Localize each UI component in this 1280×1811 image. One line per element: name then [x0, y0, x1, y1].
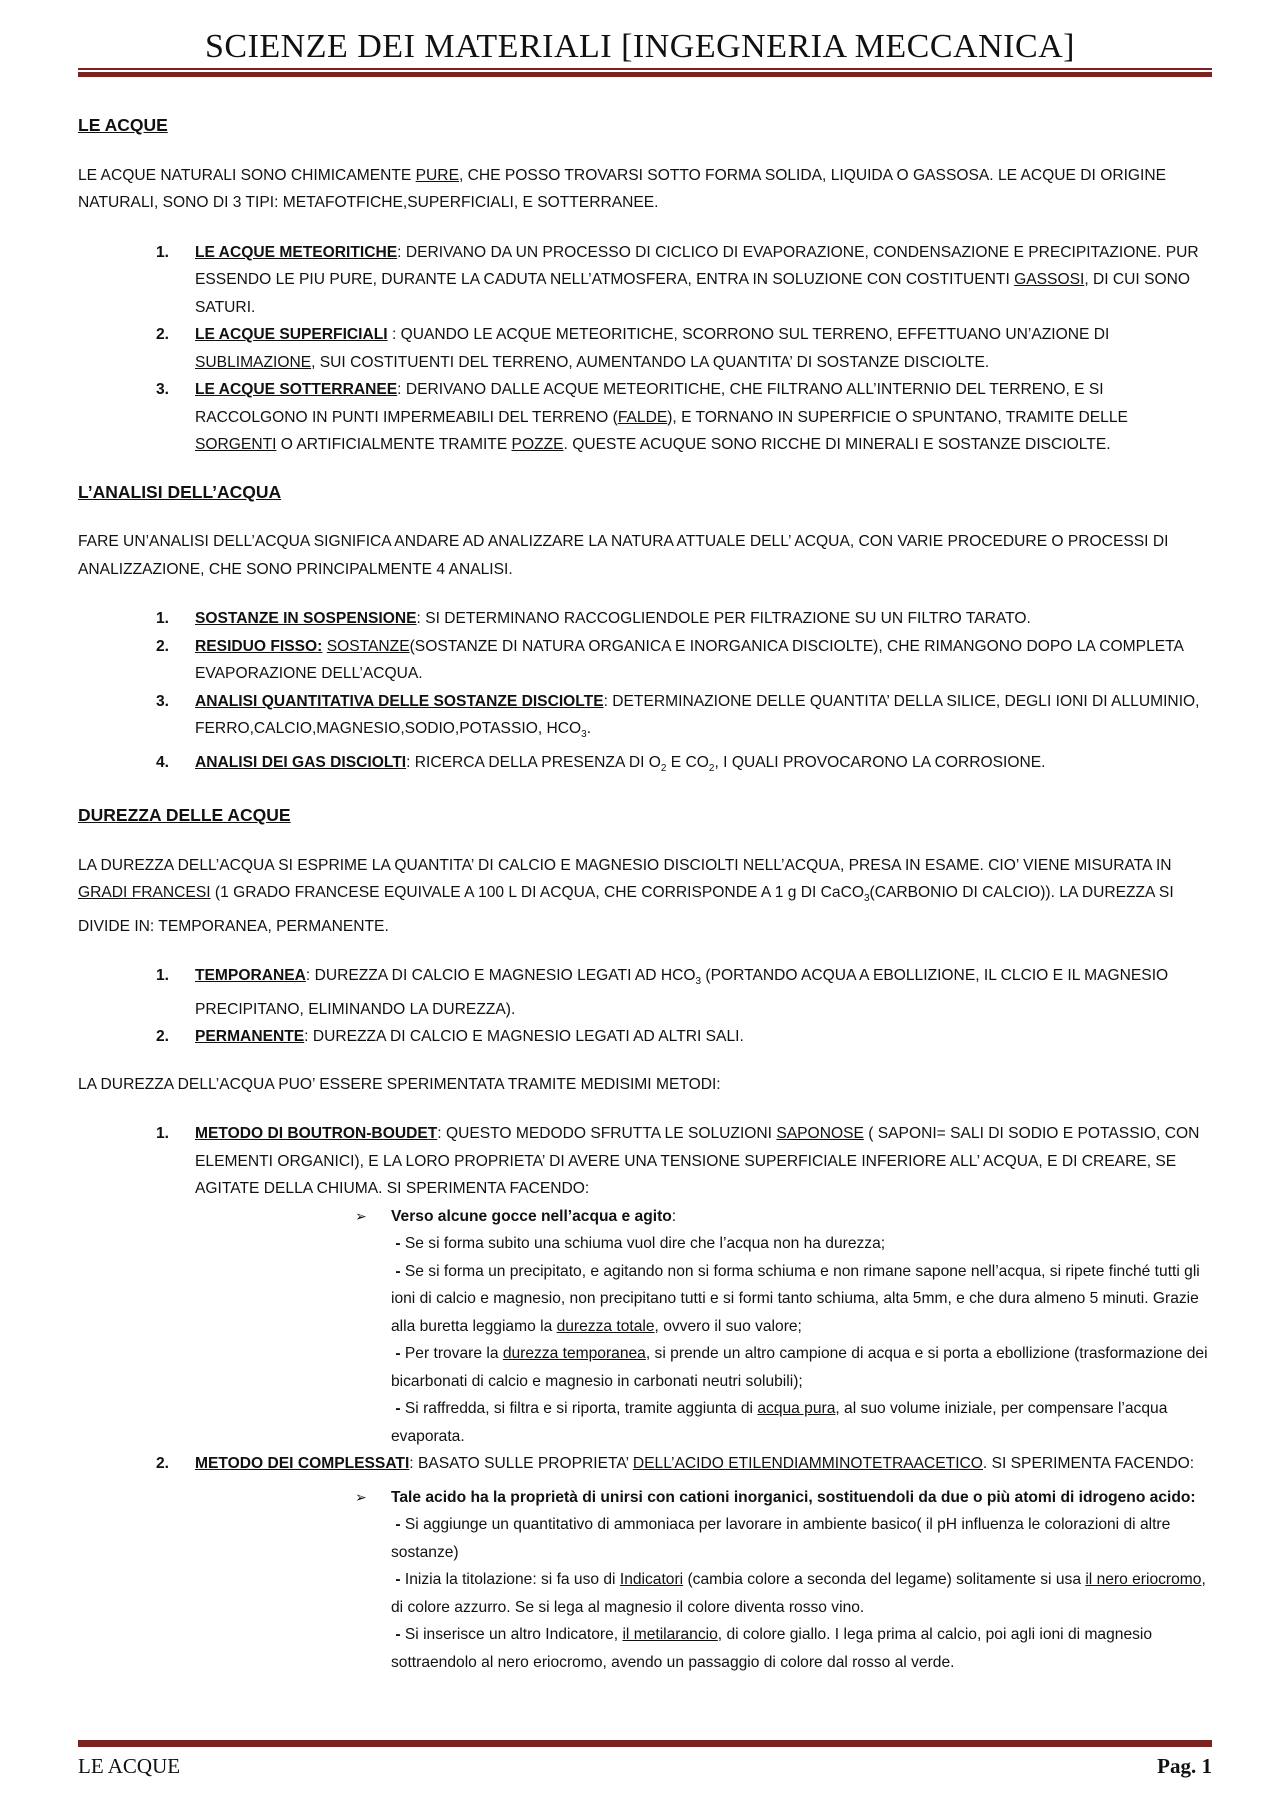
footer-section-name: LE ACQUE: [78, 1754, 181, 1778]
section-title-durezza: DUREZZA DELLE ACQUE: [78, 805, 291, 826]
section-title-analisi: L’ANALISI DELL’ACQUA: [78, 481, 282, 502]
list-item: 2. RESIDUO FISSO: SOSTANZE(SOSTANZE DI NATURA ORGANICA E INORGANICA DISCIOLTE), CHE RIMANGONO DOPO LA COMPLETA EVAPORAZIONE DELL’ACQUA.: [156, 637, 1184, 682]
list-item-metodo-1: 1. METODO DI BOUTRON-BOUDET: QUESTO MEDODO SFRUTTA LE SOLUZIONI SAPONOSE ( SAPONI= SALI DI SODIO E POTASSIO, CON ELEMENTI ORGANICI), E LA LORO PROPRIETA’ DI AVERE UNA TENSIONE SUPERFICIALE INFERIORE ALL’ ACQUA, E DI CREARE, SE AGITATE DELLA CHIUMA. SI SPERIMENTA FACENDO:: [156, 1125, 1200, 1198]
page-content: [78, 112, 1212, 1676]
list-analisi: [78, 605, 1212, 782]
list-item: 3. ANALISI QUANTITATIVA DELLE SOSTANZE DISCIOLTE: DETERMINAZIONE DELLE QUANTITA’ DELLA SILICE, DEGLI IONI DI ALLUMINIO, FERRO,CALCIO,MAGNESIO,SODIO,POTASSIO, $HCO_3$.: [156, 692, 1200, 741]
paragraph: FARE UN’ANALISI DELL’ACQUA SIGNIFICA ANDARE AD ANALIZZARE LA NATURA ATTUALE DELL’ ACQUA, CON VARIE PROCEDURE O PROCESSI DI ANALIZZAZIONE, CHE SONO PRINCIPALMENTE 4 ANALISI.: [78, 533, 1169, 578]
section-title-le-acque: LE ACQUE: [78, 115, 168, 135]
list-item: 3. LE ACQUE SOTTERRANEE: DERIVANO DALLE ACQUE METEORITICHE, CHE FILTRANO ALL’INTERNIO DEL TERRENO, E SI RACCOLGONO IN PUNTI IMPERMEABILI DEL TERRENO (FALDE), E TORNANO IN SUPERFICIE O SPUNTANO, TRAMITE DELLE SORGENTI O ARTIFICIALMENTE TRAMITE POZZE. QUESTE ACUQUE SONO RICCHE DI MINERALI E SOSTANZE DISCIOLTE.: [156, 381, 1128, 453]
list-item: 1. SOSTANZE IN SOSPENSIONE: SI DETERMINANO RACCOGLIENDOLE PER FILTRAZIONE SU UN FILTRO TARATO.: [156, 610, 1031, 627]
list-item: 1. TEMPORANEA: DUREZZA DI CALCIO E MAGNESIO LEGATI AD $HCO_3$ (PORTANDO ACQUA A EBOLLIZIONE, IL CLCIO E IL MAGNESIO PRECIPITANO, ELIMINANDO LA DUREZZA).: [156, 967, 1169, 1018]
list-metodi-2: [78, 1450, 1212, 1478]
list-item: 2. PERMANENTE: DUREZZA DI CALCIO E MAGNESIO LEGATI AD ALTRI SALI.: [156, 1028, 744, 1046]
list-item: 1. LE ACQUE METEORITICHE: DERIVANO DA UN PROCESSO DI CICLICO DI EVAPORAZIONE, CONDENSAZIONE E PRECIPITAZIONE. PUR ESSENDO LE PIU PURE, DURANTE LA CADUTA NELL’ATMOSFERA, ENTRA IN SOLUZIONE CON COSTITUENTI GASSOSI, DI CUI SONO SATURI.: [156, 243, 1199, 316]
header-rule: [78, 68, 1212, 77]
list-item: 2. LE ACQUE SUPERFICIALI : QUANDO LE ACQUE METEORITICHE, SCORRONO SUL TERRENO, EFFETTUANO UN’AZIONE DI SUBLIMAZIONE, SUI COSTITUENTI DEL TERRENO, AUMENTANDO LA QUANTITA’ DI SOSTANZE DISCIOLTE.: [156, 326, 1110, 371]
list-metodi: [78, 1120, 1212, 1203]
paragraph: LE ACQUE NATURALI SONO CHIMICAMENTE PURE, CHE POSSO TROVARSI SOTTO FORMA SOLIDA, LIQUIDA O GASSOSA. LE ACQUE DI ORIGINE NATURALI, SONO DI 3 TIPI: METAFOTFICHE,SUPERFICIALI, E SOTTERRANEE.: [78, 166, 1167, 211]
list-durezza-types: [78, 962, 1212, 1051]
arrow-bullet-icon: ➢: [355, 1488, 367, 1505]
list-item-metodo-2: 2. METODO DEI COMPLESSATI: BASATO SULLE PROPRIETA’ DELL’ACIDO ETILENDIAMMINOTETRAACETICO. SI SPERIMENTA FACENDO:: [156, 1455, 1195, 1473]
list-item: 4. ANALISI DEI GAS DISCIOLTI: RICERCA DELLA PRESENZA DI $O_2$ E $CO_2$, I QUALI PROVOCARONO LA CORROSIONE.: [156, 753, 1046, 774]
sub-procedure-2: ➢ Tale acido ha la proprietà di unirsi con cationi inorganici, sostituendoli da due o più atomi di idrogeno acido: - Si aggiunge un quantitativo di ammoniaca per lavorare in ambiente basico( il pH influenza le colorazioni di altre sostanze) - Inizia la titolazione: si fa uso di Indicatori (cambia colore a seconda del legame) solitamente si usa il nero eriocromo, di colore azzurro. Se si lega al magnesio il colore diventa rosso vino. - Si inserisce un altro Indicatore, il metilarancio, di colore giallo. I lega prima al calcio, poi agli ioni di magnesio sottraendolo al nero eriocromo, avendo un passaggio di colore dal rosso al verde.: [195, 1484, 1212, 1677]
arrow-bullet-icon: ➢: [355, 1207, 367, 1224]
footer-rule: [78, 1738, 1212, 1747]
footer-page-number: Pag. 1: [1157, 1754, 1212, 1778]
paragraph: LA DUREZZA DELL’ACQUA PUO’ ESSERE SPERIMENTATA TRAMITE MEDISIMI METODI:: [78, 1075, 721, 1093]
list-acque-types: [78, 239, 1212, 459]
paragraph: LA DUREZZA DELL’ACQUA SI ESPRIME LA QUANTITA’ DI CALCIO E MAGNESIO DISCIOLTI NELL’ACQUA, PRESA IN ESAME. CIO’ VIENE MISURATA IN GRADI FRANCESI (1 GRADO FRANCESE EQUIVALE A 100 L DI ACQUA, CHE CORRISPONDE A 1 g DI CaCO$_3$(CARBONIO DI CALCIO)). LA DUREZZA SI DIVIDE IN: TEMPORANEA, PERMANENTE.: [78, 856, 1174, 935]
page-header-title: SCIENZE DEI MATERIALI [INGEGNERIA MECCANICA]: [204, 28, 1076, 65]
sub-procedure-1: ➢ Verso alcune gocce nell’acqua e agito: - Se si forma subito una schiuma vuol dire che l’acqua non ha durezza; - Se si forma un precipitato, e agitando non si forma schiuma e non rimane sapone nell’acqua, si ripete finché tutti gli ioni di calcio e magnesio, non precipitano tutti e si formi tanto schiuma, alta 5mm, e che dura almeno 5 minuti. Grazie alla buretta leggiamo la durezza totale, ovvero il suo valore; - Per trovare la durezza temporanea, si prende un altro campione di acqua e si porta a ebollizione (trasformazione dei bicarbonati di calcio e magnesio in carbonati neutri solubili); - Si raffredda, si filtra e si riporta, tramite aggiunta di acqua pura, al suo volume iniziale, per compensare l’acqua evaporata.: [195, 1203, 1212, 1451]
